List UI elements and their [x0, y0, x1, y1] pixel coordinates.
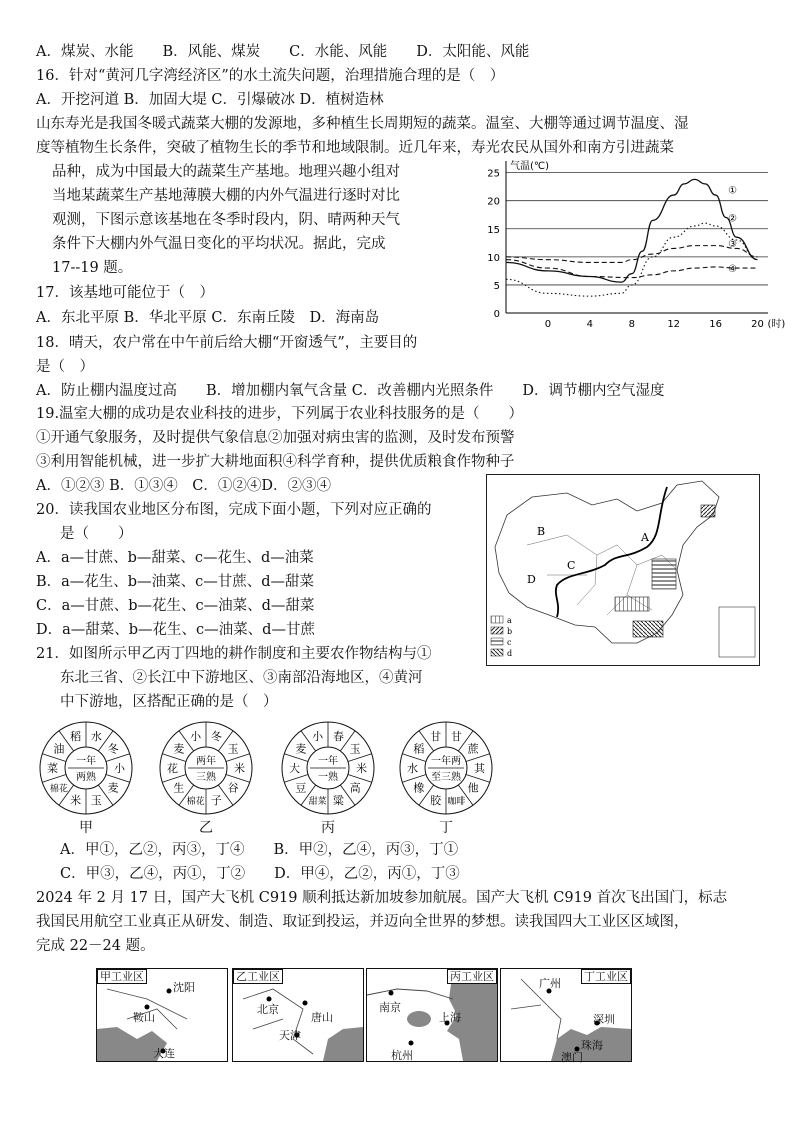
x-axis-label: (时): [767, 319, 786, 330]
x-tick-label: 20: [751, 319, 764, 330]
city-label: 北京: [257, 1003, 279, 1016]
wheel-crop-label: 棉花: [186, 796, 205, 807]
panel-title: 乙工业区: [233, 969, 283, 984]
crop-wheel-svg: [158, 720, 254, 816]
wheel-crop-label: 麦: [295, 742, 307, 756]
q16-options: A．开挖河道 B．加固大堤 C．引爆破冰 D．植树造林: [36, 92, 384, 108]
wheel-center-label: 两熟: [76, 772, 96, 783]
wheel-crop-label: 水: [407, 762, 418, 775]
wheel-crop-label: 甘: [430, 730, 442, 744]
passage-line: 度等植物生长条件，突破了植物生长的季节和地域限制。近几年来，寿光农民从国外和南方引进蔬菜: [36, 140, 674, 156]
q19-line2: ③利用智能机械，进一步扩大耕地面积④科学育种，提供优质粮食作物种子: [36, 454, 515, 470]
x-tick-label: 0: [544, 319, 552, 330]
passage-22-line1: 2024 年 2 月 17 日，国产大飞机 C919 顺利抵达新加坡参加航展。国产大飞机 C919 首次飞出国门，标志: [36, 890, 728, 906]
wheel-crop-label: 冬: [107, 742, 119, 756]
wheel-crop-label: 甜菜: [308, 796, 327, 807]
series-label: ④: [728, 264, 738, 276]
region-label-b: B: [537, 525, 546, 538]
panel-title: 丁工业区: [581, 969, 631, 984]
q21-line2: 东北三省、②长江中下游地区、③南部沿海地区，④黄河: [60, 670, 423, 686]
x-tick-label: 12: [667, 319, 681, 330]
wheel-crop-label: 稻: [70, 730, 82, 744]
region-label-a: A: [641, 531, 649, 544]
y-tick-label: 0: [493, 309, 500, 320]
map-legend: [491, 616, 512, 658]
city-label: 广州: [539, 977, 561, 990]
panel-title: 丙工业区: [447, 969, 497, 984]
region-label-d: D: [527, 573, 536, 586]
q18-stem: 18．晴天，农户常在中午前后给大棚“开窗透气”，主要目的: [36, 335, 418, 351]
x-tick-label: 16: [709, 319, 722, 330]
q20-option-c: C．a—甘蔗、b—花生、c—油菜、d—甜菜: [36, 598, 315, 614]
wheel-crop-label: 花: [167, 762, 178, 775]
svg-text:a: a: [507, 616, 512, 625]
y-tick-label: 5: [493, 280, 500, 292]
wheel-crop-label: 豆: [295, 781, 307, 795]
wheel-caption: 丙: [321, 820, 335, 836]
industrial-panel-ding: [500, 968, 632, 1062]
passage-line: 条件下大棚内外气温日变化的平均状况。据此，完成: [52, 236, 386, 252]
region-label-c: C: [567, 559, 576, 572]
wheel-crop-label: 玉: [227, 742, 239, 756]
wheel-crop-label: 甘: [450, 730, 462, 744]
q19-options: A．①②③ B．①③④ C．①②④D．②③④: [36, 478, 331, 494]
wheel-crop-label: 粱: [332, 793, 344, 807]
series-label: ①: [728, 185, 738, 197]
city-label: 珠海: [581, 1039, 603, 1052]
q16-stem: 16．针对“黄河几字湾经济区”的水土流失问题，治理措施合理的是（ ）: [36, 68, 505, 84]
wheel-center-label: 两年: [196, 756, 216, 767]
wheel-center-label: 至三熟: [431, 772, 461, 783]
y-axis-label: 气温(℃): [510, 161, 550, 172]
q21-line1: 21．如图所示甲乙丙丁四地的耕作制度和主要农作物结构与①: [36, 646, 432, 662]
industrial-panel-bing: [366, 968, 498, 1062]
passage-22-line3: 完成 22－24 题。: [36, 938, 155, 954]
passage-line: 山东寿光是我国冬暖式蔬菜大棚的发源地，多种植生长周期短的蔬菜。温室、大棚等通过调节温度、湿: [36, 116, 689, 132]
city-label: 杭州: [391, 1049, 413, 1062]
wheel-crop-label: 稻: [413, 742, 425, 756]
passage-line: 品种，成为中国最大的蔬菜生产基地。地理兴趣小组对: [52, 164, 400, 180]
q21-options-cd: C．甲③，乙④，丙①，丁② D．甲④，乙②，丙①，丁③: [60, 866, 460, 882]
q17-options: A．东北平原 B．华北平原 C．东南丘陵 D．海南岛: [36, 310, 380, 326]
city-label: 沈阳: [173, 981, 195, 994]
wheel-caption: 乙: [199, 820, 213, 836]
wheel-crop-label: 子: [210, 793, 222, 807]
wheel-crop-label: 米: [356, 762, 367, 775]
series-line-3: [506, 246, 758, 263]
wheel-crop-label: 春: [332, 730, 344, 744]
crop-wheel-svg: [38, 720, 134, 816]
crop-wheel-ding: [398, 720, 494, 840]
crop-wheel-bing: [280, 720, 376, 840]
wheel-crop-label: 冬: [210, 730, 222, 744]
city-label: 鞍山: [133, 1011, 155, 1024]
svg-text:d: d: [507, 649, 513, 658]
y-tick-label: 20: [487, 196, 500, 208]
wheel-crop-label: 麦: [173, 742, 185, 756]
q18-options: A．防止棚内温度过高 B．增加棚内氧气含量 C．改善棚内光照条件 D．调节棚内空气湿度: [36, 383, 665, 399]
wheel-crop-label: 其: [474, 762, 485, 775]
wheel-crop-label: 小: [114, 762, 125, 775]
wheel-crop-label: 咖啡: [447, 796, 466, 807]
temperature-chart-svg: [456, 155, 786, 331]
wheel-center-label: 一熟: [318, 772, 338, 783]
city-label: 唐山: [311, 1011, 333, 1024]
crop-wheel-svg: [398, 720, 494, 816]
q18-stem-2: 是（ ）: [36, 359, 94, 375]
q21-line3: 中下游地，区搭配正确的是（ ）: [60, 694, 278, 710]
wheel-crop-label: 生: [173, 781, 185, 795]
wheel-center-label: 一年两: [431, 756, 461, 767]
series-line-4: [506, 260, 758, 278]
passage-line: 17--19 题。: [52, 260, 133, 276]
city-label: 南京: [379, 1001, 401, 1014]
area-c-region: [652, 559, 676, 589]
wheel-center-label: 一年: [318, 756, 338, 767]
q15-options: A．煤炭、水能 B．风能、煤炭 C．水能、风能 D．太阳能、风能: [36, 44, 530, 60]
wheel-crop-label: 油: [53, 742, 65, 756]
sea-inset: [719, 607, 755, 657]
china-agriculture-map: [486, 474, 760, 666]
y-tick-label: 15: [487, 224, 500, 236]
wheel-spoke: [42, 774, 66, 782]
passage-22-line2: 我国民用航空工业真正从研发、制造、取证到投运，并迈向全世界的梦想。读我国四大工业区区域图，: [36, 914, 689, 930]
city-label: 天津: [279, 1029, 301, 1042]
city-label: 澳门: [561, 1051, 583, 1064]
x-tick-label: 4: [586, 319, 594, 330]
panel-title: 甲工业区: [97, 969, 147, 984]
wheel-caption: 甲: [79, 820, 93, 836]
q20-stem: 20．读我国农业地区分布图，完成下面小题，下列对应正确的: [36, 502, 432, 518]
temperature-chart: [456, 155, 786, 331]
wheel-crop-label: 米: [70, 793, 82, 807]
wheel-crop-label: 蔗: [467, 742, 479, 756]
wheel-crop-label: 大: [289, 762, 300, 775]
wheel-crop-label: 菜: [47, 762, 58, 775]
wheel-crop-label: 高: [349, 781, 361, 795]
q20-stem-2: 是（ ）: [60, 526, 133, 542]
q20-option-d: D．a—甜菜、b—花生、c—油菜、d—甘蔗: [36, 622, 315, 638]
wheel-crop-label: 胶: [430, 793, 442, 807]
city-label: 深圳: [593, 1013, 615, 1026]
area-d-region: [633, 621, 663, 637]
crop-wheel-jia: [38, 720, 134, 840]
wheel-crop-label: 玉: [349, 742, 361, 756]
svg-text:c: c: [507, 638, 512, 647]
industrial-panel-yi: [232, 968, 364, 1062]
wheel-crop-label: 谷: [227, 781, 239, 795]
wheel-caption: 丁: [439, 820, 453, 836]
q19-line1: ①开通气象服务，及时提供气象信息②加强对病虫害的监测，及时发布预警: [36, 430, 515, 446]
passage-line: 观测，下图示意该基地在冬季时段内，阴、晴两种天气: [52, 212, 400, 228]
svg-text:b: b: [507, 627, 513, 636]
wheel-crop-label: 米: [234, 762, 245, 775]
crop-wheel-svg: [280, 720, 376, 816]
q20-option-a: A．a—甘蔗、b—甜菜、c—花生、d—油菜: [36, 550, 314, 566]
wheel-center-label: 三熟: [196, 772, 216, 783]
wheel-center-label: 一年: [76, 756, 96, 767]
passage-line: 当地某蔬菜生产基地薄膜大棚的内外气温进行逐时对比: [52, 188, 400, 204]
wheel-crop-label: 橡: [413, 781, 425, 795]
wheel-crop-label: 小: [312, 730, 324, 744]
wheel-crop-label: 小: [190, 730, 202, 744]
wheel-crop-label: 棉花: [49, 784, 68, 795]
y-tick-label: 25: [487, 168, 500, 180]
q21-options-ab: A．甲①，乙②，丙③，丁④ B．甲②，乙④，丙③，丁①: [60, 842, 459, 858]
industrial-panel-jia: [96, 968, 228, 1062]
wheel-crop-label: 玉: [90, 793, 102, 807]
q20-option-b: B．a—花生、b—油菜、c—甘蔗、d—甜菜: [36, 574, 314, 590]
city-label: 大连: [153, 1047, 175, 1060]
series-label: ②: [728, 213, 738, 225]
wheel-crop-label: 水: [90, 730, 102, 744]
area-a-region: [615, 597, 649, 611]
china-map-svg: [487, 475, 759, 665]
wheel-crop-label: 他: [467, 781, 479, 795]
city-label: 上海: [439, 1011, 461, 1024]
y-tick-label: 10: [487, 252, 500, 264]
area-b-region: [701, 505, 715, 517]
series-label: ③: [728, 238, 738, 250]
crop-wheel-yi: [158, 720, 254, 840]
wheel-crop-label: 麦: [107, 781, 119, 795]
x-tick-label: 8: [628, 319, 635, 330]
q19-stem: 19.温室大棚的成功是农业科技的进步，下列属于农业科技服务的是（ ）: [36, 406, 524, 422]
q17-stem: 17．该基地可能位于（ ）: [36, 285, 214, 301]
